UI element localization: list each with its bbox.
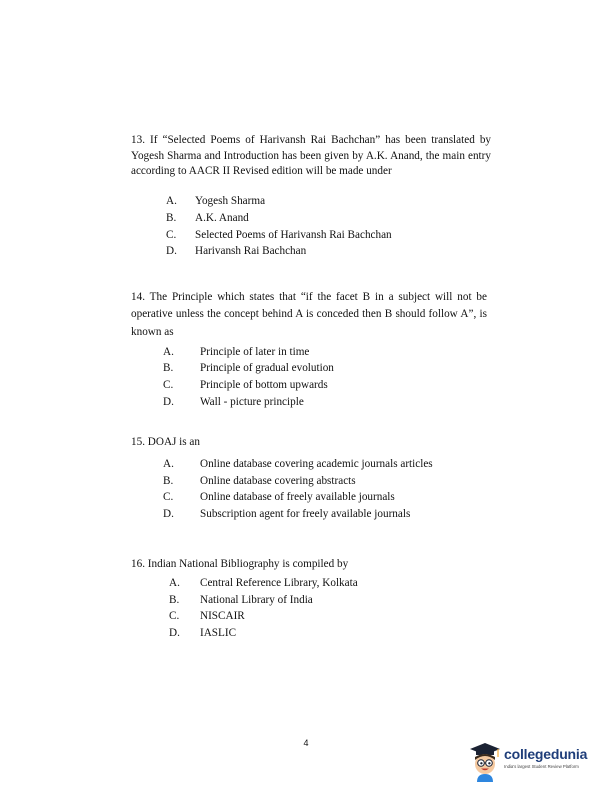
question-number: 16. — [131, 558, 145, 570]
question-13 — [131, 133, 491, 180]
question-number: 13. — [131, 134, 145, 146]
question-number: 14. — [131, 291, 145, 303]
collegedunia-logo — [466, 740, 596, 782]
page-number: 4 — [303, 738, 309, 748]
question-14 — [131, 289, 487, 341]
logo-wordmark: collegedunia — [504, 746, 588, 762]
question-number: 15. — [131, 436, 145, 448]
question-text: 13. If “Selected Poems of Harivansh Rai Bachchan” has been translated by Yogesh Sharma and Introduction has been given by A.K. Anand, the main entry according to AACR II Revised edition will be made under — [131, 134, 492, 178]
question-text: 16. Indian National Bibliography is compiled by — [131, 558, 349, 570]
question-15 — [131, 435, 491, 451]
question-text: 14. The Principle which states that “if the facet B in a subject will not be operative unless the concept behind A is conceded then B should follow A”, is known as — [131, 291, 487, 338]
logo-tagline: India's largest Student Review Platform — [504, 764, 579, 769]
question-16 — [131, 557, 491, 573]
mascot-icon — [466, 740, 502, 782]
question-text: 15. DOAJ is an — [131, 436, 200, 448]
